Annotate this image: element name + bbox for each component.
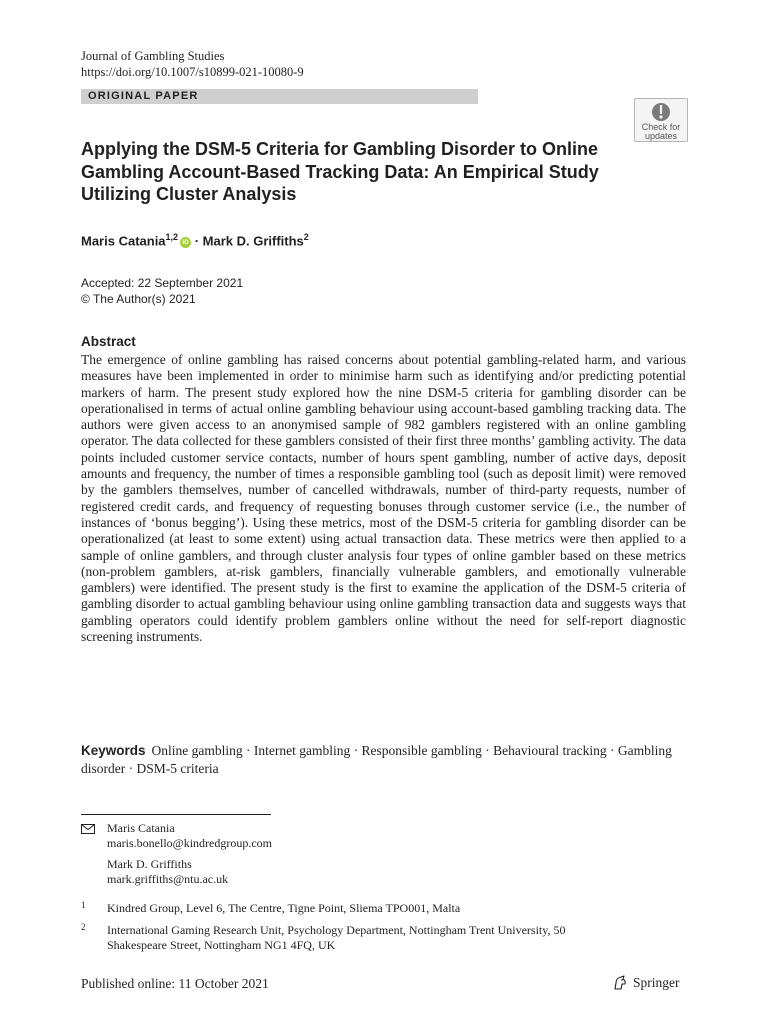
doi-link[interactable]: https://doi.org/10.1007/s10899-021-10080-9 bbox=[81, 65, 304, 79]
author-list bbox=[81, 232, 309, 248]
affiliation-text-line2: Shakespeare Street, Nottingham NG1 4FQ, UK bbox=[107, 938, 336, 952]
publisher-logo bbox=[612, 975, 680, 991]
correspondent-name: Maris Catania bbox=[107, 821, 175, 835]
published-online-date: Published online: 11 October 2021 bbox=[81, 976, 269, 991]
affiliation-1 bbox=[81, 901, 681, 916]
affiliation-number: 2 bbox=[81, 922, 86, 932]
author-name[interactable]: Maris Catania bbox=[81, 233, 166, 249]
check-updates-label: Check for updates bbox=[641, 122, 681, 141]
author-affiliation-marker: 1,2 bbox=[165, 232, 179, 242]
keywords-section bbox=[81, 742, 686, 777]
author-name[interactable]: Mark D. Griffiths bbox=[202, 233, 304, 249]
keywords-list: Online gambling · Internet gambling · Responsible gambling · Behavioural tracking · Gambling disorder · DSM-5 criteria bbox=[81, 743, 672, 776]
affiliation-2 bbox=[81, 923, 681, 953]
paper-title: Applying the DSM-5 Criteria for Gambling Disorder to Online Gambling Account-Based Tracking Data: An Empirical Study Utilizing Cluster Analysis bbox=[81, 139, 599, 204]
envelope-icon bbox=[81, 824, 95, 834]
abstract-text: The emergence of online gambling has raised concerns about potential gambling-related harm, and various measures have been implemented in order to minimise harm such as identifying and/or predicting potential markers of harm. The present study explored how the nine DSM-5 criteria for gambling disorder can be operationalised in terms of actual online gambling behaviour using account-based gambling tracking data. The authors were given access to an anonymised sample of 982 gamblers registered with an online gambling operator. The data collected for these gamblers consisted of their first three months’ gambling activity. The data points included customer service contacts, number of hours spent gambling, number of active days, deposit amounts and frequency, the number of times a responsible gambling tool (such as deposit limit) were removed by the gamblers themselves, number of cancelled withdrawals, number of third-party requests, number of registered credit cards, and frequency of requesting bonuses through customer service (i.e., the number of instances of ‘bonus begging’). Using these metrics, most of the DSM-5 criteria for gambling disorder can be operationalized (at least to some extent) using actual transaction data. These metrics were then applied to a sample of online gamblers, and through cluster analysis four types of online gambler based on these metrics (non-problem gamblers, at-risk gamblers, financially vulnerable gamblers, and emotionally vulnerable gamblers) were identified. The present study is the first to examine the application of the DSM-5 criteria of gambling disorder to actual gambling behaviour using online gambling transaction data and suggests ways that gambling operators could identify problem gamblers online without the need for self-report diagnostic screening instruments. bbox=[81, 352, 686, 645]
article-dates bbox=[81, 275, 243, 307]
abstract-heading: Abstract bbox=[81, 334, 136, 349]
orcid-icon[interactable]: iD bbox=[180, 237, 191, 248]
accepted-date: Accepted: 22 September 2021 bbox=[81, 276, 244, 290]
copyright-notice: © The Author(s) 2021 bbox=[81, 292, 196, 306]
correspondence-entry bbox=[107, 821, 272, 851]
correspondent-email[interactable]: mark.griffiths@ntu.ac.uk bbox=[107, 872, 229, 886]
check-updates-icon bbox=[650, 102, 672, 122]
correspondence-block bbox=[81, 821, 272, 887]
correspondent-email[interactable]: maris.bonello@kindredgroup.com bbox=[107, 836, 273, 850]
affiliation-text-line1: International Gaming Research Unit, Psychology Department, Nottingham Trent University, 50 bbox=[107, 923, 566, 937]
author-affiliation-marker: 2 bbox=[303, 232, 309, 242]
keywords-label: Keywords bbox=[81, 743, 146, 758]
publisher-name: Springer bbox=[633, 975, 680, 990]
affiliation-number: 1 bbox=[81, 900, 86, 910]
article-type-banner: ORIGINAL PAPER bbox=[81, 89, 478, 104]
journal-name: Journal of Gambling Studies bbox=[81, 49, 225, 63]
correspondence-entry bbox=[107, 857, 272, 887]
affiliation-text: Kindred Group, Level 6, The Centre, Tigne Point, Sliema TPO001, Malta bbox=[107, 901, 461, 915]
journal-header bbox=[81, 48, 304, 80]
author-separator: · bbox=[194, 233, 200, 249]
footnote-divider bbox=[81, 814, 271, 815]
correspondent-name: Mark D. Griffiths bbox=[107, 857, 192, 871]
check-for-updates-badge[interactable] bbox=[634, 98, 688, 142]
springer-horse-icon bbox=[612, 975, 628, 991]
